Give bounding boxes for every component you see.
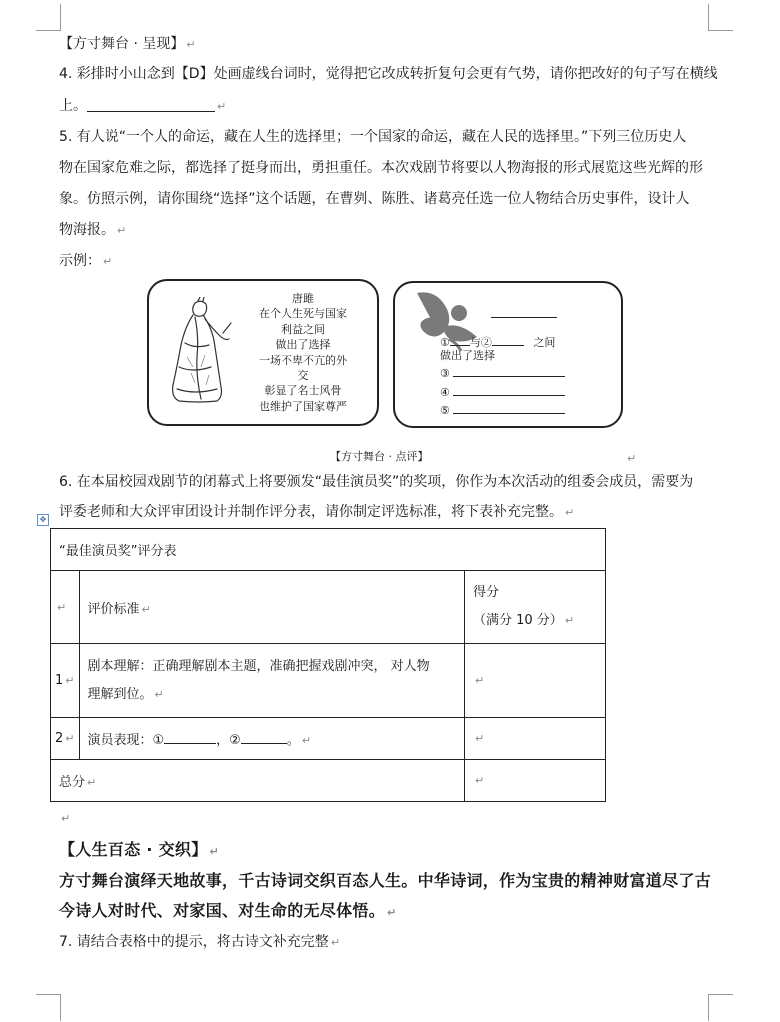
row-1-num: 1 ↵ xyxy=(51,644,80,718)
template-row-5[interactable]: ⑤ xyxy=(440,403,565,418)
section-caption-review: 【方寸舞台 · 点评】 xyxy=(330,450,429,463)
crop-mark-bottom-right xyxy=(708,994,733,1021)
header-num-cell[interactable]: ↵ xyxy=(51,571,80,644)
template-row-3[interactable]: ③ xyxy=(440,366,565,381)
example-poster-card xyxy=(147,279,379,426)
template-poster-card xyxy=(393,281,623,428)
template-title-blank[interactable] xyxy=(491,307,557,322)
template-row-4[interactable]: ④ xyxy=(440,385,565,400)
row-1-score-cell[interactable]: ↵ xyxy=(465,644,606,718)
blank-paragraph: ↵ xyxy=(61,812,71,825)
row-2-criteria[interactable]: 演员表现：① ，② 。 ↵ xyxy=(79,718,465,760)
section-intro-line-2: 今诗人对时代、对家国、对生命的无尽体悟。 ↵ xyxy=(59,901,397,920)
row-2-score-cell[interactable]: ↵ xyxy=(465,718,606,760)
score-table xyxy=(50,528,606,802)
table-title: “最佳演员奖”评分表 xyxy=(51,529,606,571)
question-5-line-3: 象。仿照示例，请你围绕“选择”这个话题，在曹刿、陈胜、诸葛亮任选一位人物结合历史事件，设计人 xyxy=(59,191,690,207)
row-2-num: 2 ↵ xyxy=(51,718,80,760)
answer-blank[interactable] xyxy=(87,97,215,112)
row-1-criteria: 剧本理解：正确理解剧本主题，准确把握戏剧冲突， 对人物 理解到位。 ↵ xyxy=(79,644,465,718)
header-score: 得分 （满分 10 分） ↵ xyxy=(465,571,606,644)
paragraph-mark: ↵ xyxy=(627,452,637,465)
total-score-cell[interactable]: ↵ xyxy=(465,760,606,802)
crop-mark-top-right xyxy=(708,4,733,31)
question-5-line-2: 物在国家危难之际，都选择了挺身而出，勇担重任。本次戏剧节将要以人物海报的形式展览这些光辉的形 xyxy=(59,160,703,176)
section-heading-present: 【方寸舞台 · 呈现】 ↵ xyxy=(59,36,196,52)
section-intro-line-1: 方寸舞台演绎天地故事，千古诗词交织百态人生。中华诗词，作为宝贵的精神财富道尽了古 xyxy=(59,871,712,890)
question-6-line-1: 6. 在本届校园戏剧节的闭幕式上将要颁发“最佳演员奖”的奖项，你作为本次活动的组委会成员，需要为 xyxy=(59,474,694,490)
crop-mark-top-left xyxy=(36,4,61,31)
example-poster-text: 唐雎 在个人生死与国家 利益之间 做出了选择 一场不卑不亢的外 交 彰显了名士风骨 也维护了国家尊严 xyxy=(259,292,347,413)
section-heading-life: 【人生百态 · 交织】 ↵ xyxy=(59,840,220,859)
template-row-1[interactable]: ① 与② 之间 xyxy=(440,336,556,349)
question-4-line-1: 4. 彩排时小山念到【D】处画虚线台词时，觉得把它改成转折复句会更有气势，请你把改好的句子写在横线 xyxy=(59,66,718,82)
example-label: 示例： ↵ xyxy=(59,253,113,269)
scholar-figure-icon xyxy=(165,297,235,409)
crop-mark-bottom-left xyxy=(36,994,61,1021)
template-row-2: 做出了选择 xyxy=(440,349,495,362)
question-5-line-1: 5. 有人说“一个人的命运，藏在人生的选择里；一个国家的命运，藏在人民的选择里。”下列三位历史人 xyxy=(59,129,687,145)
question-5-line-4: 物海报。 ↵ xyxy=(59,222,127,238)
table-move-handle-icon[interactable]: ✥ xyxy=(37,514,49,526)
question-4-line-2: 上。 ↵ xyxy=(59,98,227,114)
header-criteria: 评价标准 ↵ xyxy=(79,571,465,644)
total-label: 总分 ↵ xyxy=(51,760,465,802)
question-7: 7. 请结合表格中的提示，将古诗文补充完整 ↵ xyxy=(59,934,341,950)
question-6-line-2: 评委老师和大众评审团设计并制作评分表，请你制定评选标准，将下表补充完整。 ↵ xyxy=(59,504,575,520)
